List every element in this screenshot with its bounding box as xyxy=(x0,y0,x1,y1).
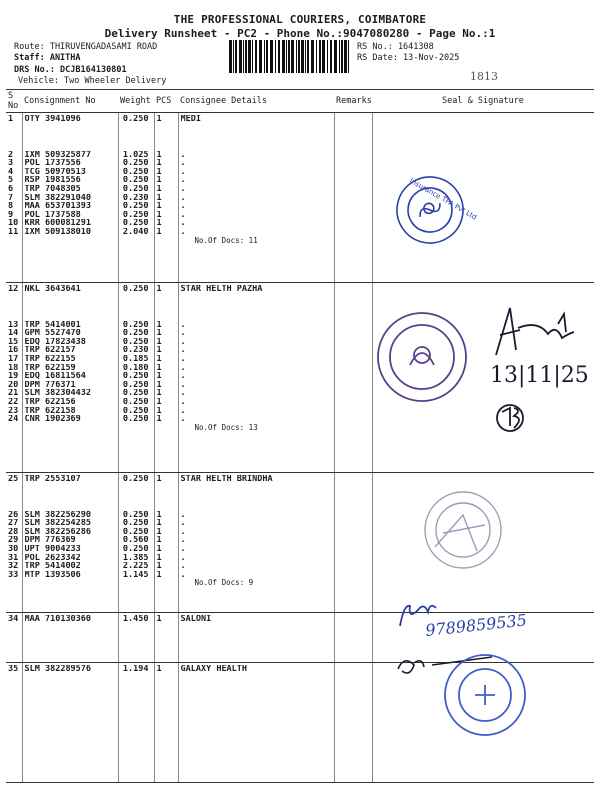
serial-number: 1 xyxy=(8,115,14,124)
barcode-bar xyxy=(282,40,285,73)
consignment-number: TCG 50970513 xyxy=(24,167,86,177)
consignee-group xyxy=(6,473,594,613)
consignment-number: POL 1737588 xyxy=(24,210,81,220)
barcode-bar xyxy=(270,40,273,73)
serial-number: 16 xyxy=(8,346,19,355)
weight: 0.250 xyxy=(122,337,149,347)
consignment-number: DPM 776371 xyxy=(24,380,76,390)
weight: 1.194 xyxy=(122,665,149,674)
weight: 0.230 xyxy=(122,346,149,355)
weight: 0.250 xyxy=(122,167,149,177)
consignment-number: SLM 382289576 xyxy=(24,665,92,674)
barcode-bar xyxy=(245,40,247,73)
pieces: 1 xyxy=(156,380,162,390)
col-weight: Weight xyxy=(118,90,154,113)
barcode-bar xyxy=(278,40,280,73)
serial-number: 31 xyxy=(8,553,19,563)
table-header xyxy=(6,90,594,113)
pieces: 1 xyxy=(156,363,162,373)
pieces: 1 xyxy=(156,527,162,537)
docs-count: No.Of Docs: 11 xyxy=(194,236,258,245)
consignment-number: POL 2623342 xyxy=(24,553,81,563)
pieces: 1 xyxy=(156,389,162,398)
weight: 0.250 xyxy=(122,320,149,330)
pieces: 1 xyxy=(156,397,162,407)
weight: 0.250 xyxy=(122,510,149,520)
consignee-name: . xyxy=(180,363,186,373)
serial-number: 33 xyxy=(8,570,19,580)
consignee-group xyxy=(6,613,594,663)
remarks-cell xyxy=(334,473,372,613)
col-remarks: Remarks xyxy=(334,90,372,113)
consignee-name: . xyxy=(180,346,186,355)
barcode-bar xyxy=(316,40,317,73)
consignment-number: TRP 622158 xyxy=(24,406,76,416)
consignment-number: TRP 7048305 xyxy=(24,184,81,194)
col-pcs: PCS xyxy=(154,90,178,113)
remarks-cell xyxy=(334,613,372,663)
serial-number: 18 xyxy=(8,363,19,373)
consignee-name: . xyxy=(180,193,186,203)
serial-number: 27 xyxy=(8,519,19,528)
consignment-number: TRP 5414002 xyxy=(24,562,81,571)
consignee-name: . xyxy=(180,397,186,407)
consignment-number: SLM 382256286 xyxy=(24,527,92,537)
weight: 0.250 xyxy=(122,544,149,554)
consignee-name: . xyxy=(180,553,186,563)
handwritten-date: 13|11|25 xyxy=(490,363,589,388)
barcode-bar xyxy=(233,40,234,73)
col-sno: S No xyxy=(6,90,22,113)
consignment-number: SLM 382304432 xyxy=(24,389,92,398)
pieces: 1 xyxy=(156,615,162,624)
barcode-bar xyxy=(229,40,232,73)
consignee-name: . xyxy=(180,570,186,580)
weight: 2.040 xyxy=(122,227,149,237)
weight: 0.250 xyxy=(122,184,149,194)
remarks-cell xyxy=(334,113,372,283)
docs-count: No.Of Docs: 9 xyxy=(194,579,254,588)
consignee-name: . xyxy=(180,415,186,424)
pieces: 1 xyxy=(156,475,162,484)
serial-number: 28 xyxy=(8,527,19,537)
serial-number: 11 xyxy=(8,227,19,237)
serial-number: 29 xyxy=(8,536,19,545)
consignee-name: STAR HELTH PAZHA xyxy=(180,285,263,294)
vehicle-label: Vehicle: Two Wheeler Delivery xyxy=(18,76,167,86)
weight: 1.145 xyxy=(122,570,149,580)
barcode-bar xyxy=(301,40,304,73)
pieces: 1 xyxy=(156,176,162,185)
weight: 0.250 xyxy=(122,397,149,407)
pieces: 1 xyxy=(156,519,162,528)
company-title: THE PROFESSIONAL COURIERS, COIMBATORE xyxy=(173,13,427,26)
consignee-name: . xyxy=(180,159,186,168)
weight: 0.250 xyxy=(122,285,149,294)
serial-number: 13 xyxy=(8,320,19,330)
serial-number: 9 xyxy=(8,210,14,220)
drs-number: DRS No.: DCJB164130801 xyxy=(14,65,127,75)
consignment-number: KRR 600081291 xyxy=(24,219,92,228)
serial-number: 7 xyxy=(8,193,14,203)
barcode-bar xyxy=(322,40,325,73)
weight: 0.250 xyxy=(122,475,149,484)
barcode-bar xyxy=(286,40,287,73)
consignment-number: OTY 3941096 xyxy=(24,115,81,124)
weight: 1.385 xyxy=(122,553,149,563)
consignment-number: MAA 653701393 xyxy=(24,202,92,211)
consignment-number: DPM 776369 xyxy=(24,536,76,545)
weight: 0.250 xyxy=(122,415,149,424)
seal-signature-cell xyxy=(372,283,594,473)
consignee-name: . xyxy=(180,562,186,571)
runsheet-table xyxy=(6,89,594,783)
col-seal-signature: Seal & Signature xyxy=(372,90,594,113)
barcode-bar xyxy=(259,40,262,73)
pieces: 1 xyxy=(156,210,162,220)
pieces: 1 xyxy=(156,219,162,228)
pieces: 1 xyxy=(156,115,162,124)
pieces: 1 xyxy=(156,184,162,194)
consignee-name: . xyxy=(180,227,186,237)
svg-text:Insurance TPA Pvt Ltd: Insurance TPA Pvt Ltd xyxy=(408,176,479,222)
weight: 0.250 xyxy=(122,115,149,124)
serial-number: 21 xyxy=(8,389,19,398)
consignee-name: . xyxy=(180,406,186,416)
rs-date: RS Date: 13-Nov-2025 xyxy=(357,53,460,63)
weight: 0.250 xyxy=(122,219,149,228)
consignment-number: RSP 1981556 xyxy=(24,176,81,185)
consignee-name: . xyxy=(180,389,186,398)
barcode-bar xyxy=(239,40,242,73)
consignment-number: TRP 5414001 xyxy=(24,320,81,330)
consignee-name: . xyxy=(180,167,186,177)
consignment-number: TRP 622155 xyxy=(24,354,76,364)
consignee-name: MEDI xyxy=(180,115,201,124)
barcode xyxy=(229,40,351,73)
consignment-number: MAA 710130360 xyxy=(24,615,92,624)
weight: 0.250 xyxy=(122,519,149,528)
consignment-number: SLM 382254285 xyxy=(24,519,92,528)
barcode-bar xyxy=(255,40,257,73)
barcode-bar xyxy=(334,40,337,73)
pieces: 1 xyxy=(156,536,162,545)
serial-number: 17 xyxy=(8,354,19,364)
serial-number: 20 xyxy=(8,380,19,390)
handwritten-phone: 9789859535 xyxy=(424,610,528,640)
serial-number: 19 xyxy=(8,372,19,381)
pieces: 1 xyxy=(156,167,162,177)
barcode-bar xyxy=(296,40,297,73)
barcode-bar xyxy=(307,40,309,73)
seal-signature-cell xyxy=(372,113,594,283)
weight: 0.250 xyxy=(122,527,149,537)
barcode-bar xyxy=(248,40,251,73)
serial-number: 35 xyxy=(8,665,19,674)
weight: 0.250 xyxy=(122,329,149,338)
pieces: 1 xyxy=(156,159,162,168)
serial-number: 24 xyxy=(8,415,19,424)
weight: 0.250 xyxy=(122,389,149,398)
barcode-bar xyxy=(341,40,343,73)
remarks-cell xyxy=(334,663,372,783)
weight: 0.185 xyxy=(122,354,149,364)
serial-number: 10 xyxy=(8,219,19,228)
weight: 0.250 xyxy=(122,159,149,168)
consignee-name: . xyxy=(180,519,186,528)
consignee-name: . xyxy=(180,176,186,185)
barcode-bar xyxy=(288,40,290,73)
weight: 0.250 xyxy=(122,202,149,211)
pieces: 1 xyxy=(156,544,162,554)
serial-number: 5 xyxy=(8,176,14,185)
consignee-name: . xyxy=(180,150,186,160)
col-consignment: Consignment No xyxy=(22,90,118,113)
consignee-name: . xyxy=(180,184,186,194)
consignee-name: . xyxy=(180,219,186,228)
consignment-number: EDQ 16811564 xyxy=(24,372,86,381)
consignment-number: TRP 2553107 xyxy=(24,475,81,484)
weight: 0.250 xyxy=(122,372,149,381)
consignee-name: . xyxy=(180,380,186,390)
serial-number: 34 xyxy=(8,615,19,624)
pieces: 1 xyxy=(156,406,162,416)
pieces: 1 xyxy=(156,665,162,674)
consignee-name: . xyxy=(180,527,186,537)
consignment-number: GPM 5527470 xyxy=(24,329,81,338)
consignee-group xyxy=(6,283,594,473)
seal-signature-cell xyxy=(372,663,594,783)
consignee-name: GALAXY HEALTH xyxy=(180,665,248,674)
consignee-name: . xyxy=(180,372,186,381)
docs-count: No.Of Docs: 13 xyxy=(194,423,258,432)
pieces: 1 xyxy=(156,193,162,203)
pieces: 1 xyxy=(156,415,162,424)
weight: 2.225 xyxy=(122,562,149,571)
weight: 0.250 xyxy=(122,210,149,220)
serial-number: 26 xyxy=(8,510,19,520)
pieces: 1 xyxy=(156,329,162,338)
serial-number: 4 xyxy=(8,167,14,177)
barcode-bar xyxy=(305,40,306,73)
pieces: 1 xyxy=(156,337,162,347)
consignee-name: STAR HELTH BRINDHA xyxy=(180,475,273,484)
barcode-bar xyxy=(330,40,332,73)
consignee-name: . xyxy=(180,320,186,330)
consignee-group xyxy=(6,113,594,283)
pieces: 1 xyxy=(156,285,162,294)
consignment-number: IXM 509325877 xyxy=(24,150,92,160)
serial-number: 30 xyxy=(8,544,19,554)
consignment-number: NKL 3643641 xyxy=(24,285,81,294)
runsheet-subtitle: Delivery Runsheet - PC2 - Phone No.:9047080280 - Page No.:1 xyxy=(104,27,496,40)
weight: 0.180 xyxy=(122,363,149,373)
consignment-number: MTP 1393506 xyxy=(24,570,81,580)
consignment-number: EDQ 17823438 xyxy=(24,337,86,347)
serial-number: 12 xyxy=(8,285,19,294)
consignment-number: TRP 622157 xyxy=(24,346,76,355)
consignment-number: SLM 382256290 xyxy=(24,510,92,520)
weight: 1.450 xyxy=(122,615,149,624)
consignee-name: . xyxy=(180,337,186,347)
barcode-bar xyxy=(275,40,276,73)
staff-label: Staff: ANITHA xyxy=(14,53,81,63)
weight: 0.250 xyxy=(122,380,149,390)
weight: 0.560 xyxy=(122,536,149,545)
pieces: 1 xyxy=(156,562,162,571)
seal-signature-cell xyxy=(372,613,594,663)
pieces: 1 xyxy=(156,227,162,237)
barcode-bar xyxy=(243,40,244,73)
pieces: 1 xyxy=(156,202,162,211)
weight: 0.250 xyxy=(122,406,149,416)
serial-number: 15 xyxy=(8,337,19,347)
barcode-bar xyxy=(264,40,265,73)
barcode-bar xyxy=(291,40,294,73)
barcode-bar xyxy=(266,40,268,73)
consignee-name: . xyxy=(180,544,186,554)
consignment-number: TRP 622159 xyxy=(24,363,76,373)
consignee-name: . xyxy=(180,536,186,545)
consignment-number: POL 1737556 xyxy=(24,159,81,168)
barcode-bar xyxy=(339,40,340,73)
barcode-bar xyxy=(235,40,237,73)
serial-number: 32 xyxy=(8,562,19,571)
route-label: Route: THIRUVENGADASAMI ROAD xyxy=(14,42,158,52)
consignee-name: . xyxy=(180,202,186,211)
barcode-bar xyxy=(319,40,321,73)
consignment-number: UPT 9004233 xyxy=(24,544,81,554)
serial-number: 22 xyxy=(8,397,19,407)
consignment-number: IXM 509138010 xyxy=(24,227,92,237)
weight: 0.230 xyxy=(122,193,149,203)
serial-number: 25 xyxy=(8,475,19,484)
serial-number: 2 xyxy=(8,150,14,160)
consignee-name: . xyxy=(180,354,186,364)
pieces: 1 xyxy=(156,570,162,580)
barcode-bar xyxy=(344,40,347,73)
serial-number: 23 xyxy=(8,406,19,416)
seal-signature-cell xyxy=(372,473,594,613)
pieces: 1 xyxy=(156,150,162,160)
consignment-number: SLM 382291040 xyxy=(24,193,92,203)
pieces: 1 xyxy=(156,346,162,355)
serial-number: 3 xyxy=(8,159,14,168)
barcode-bar xyxy=(311,40,314,73)
barcode-bar xyxy=(252,40,253,73)
handwritten-page-note: 1813 xyxy=(470,70,498,83)
consignee-name: . xyxy=(180,510,186,520)
remarks-cell xyxy=(334,283,372,473)
serial-number: 6 xyxy=(8,184,14,194)
consignee-group xyxy=(6,663,594,783)
weight: 0.250 xyxy=(122,176,149,185)
pieces: 1 xyxy=(156,510,162,520)
weight: 1.025 xyxy=(122,150,149,160)
consignee-name: . xyxy=(180,329,186,338)
consignee-name: . xyxy=(180,210,186,220)
barcode-bar xyxy=(327,40,328,73)
pieces: 1 xyxy=(156,354,162,364)
pieces: 1 xyxy=(156,553,162,563)
serial-number: 8 xyxy=(8,202,14,211)
barcode-bar xyxy=(348,40,349,73)
consignment-number: CNR 1902369 xyxy=(24,415,81,424)
consignee-name: SALONI xyxy=(180,615,212,624)
pieces: 1 xyxy=(156,372,162,381)
pieces: 1 xyxy=(156,320,162,330)
serial-number: 14 xyxy=(8,329,19,338)
barcode-bar xyxy=(298,40,300,73)
col-consignee: Consignee Details xyxy=(178,90,334,113)
rs-number: RS No.: 1641308 xyxy=(357,42,434,52)
consignment-number: TRP 622156 xyxy=(24,397,76,407)
